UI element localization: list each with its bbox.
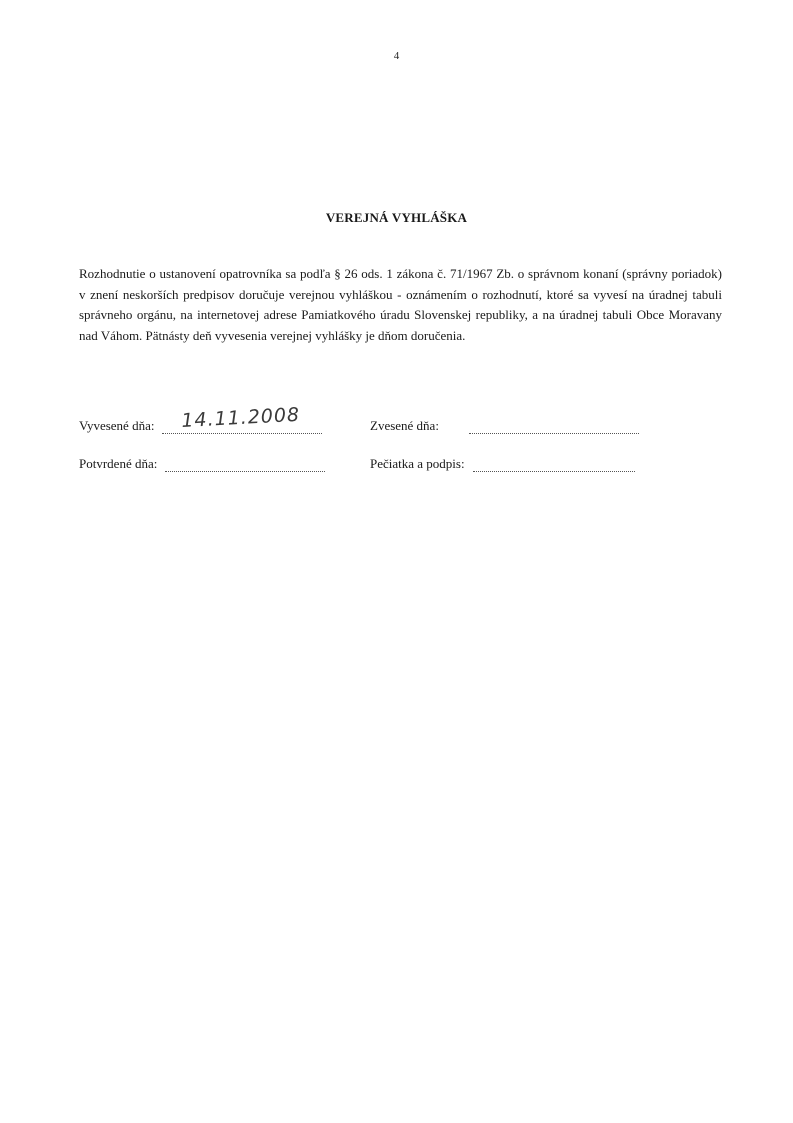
removed-date-label: Zvesené dňa: bbox=[370, 418, 439, 433]
field-confirmed-date bbox=[79, 456, 325, 472]
confirmed-date-line bbox=[165, 459, 325, 472]
stamp-signature-label: Pečiatka a podpis: bbox=[370, 456, 465, 471]
field-stamp-signature bbox=[370, 456, 635, 472]
confirmed-date-label: Potvrdené dňa: bbox=[79, 456, 158, 471]
body-paragraph: Rozhodnutie o ustanovení opatrovníka sa podľa § 26 ods. 1 zákona č. 71/1967 Zb. o správnom konaní (správny poriadok) v znení neskorších predpisov doručuje verejnou vyhláškou - oznámením o rozhodnutí, ktoré sa vyvesí na úradnej tabuli správneho orgánu, na internetovej adrese Pamiatkového úradu Slovenskej republiky, a na úradnej tabuli Obce Moravany nad Váhom. Pätnásty deň vyvesenia verejnej vyhlášky je dňom doručenia. bbox=[79, 266, 722, 343]
posted-date-label: Vyvesené dňa: bbox=[79, 418, 155, 433]
page-number: 4 bbox=[393, 50, 400, 62]
stamp-signature-line bbox=[473, 459, 635, 472]
field-removed-date bbox=[370, 418, 639, 434]
removed-date-line bbox=[469, 421, 639, 434]
document-title: VEREJNÁ VYHLÁŠKA bbox=[325, 210, 468, 225]
posted-date-line bbox=[162, 403, 322, 434]
field-posted-date bbox=[79, 403, 322, 434]
posted-date-handwritten-value: 14.11.2008 bbox=[181, 403, 302, 432]
